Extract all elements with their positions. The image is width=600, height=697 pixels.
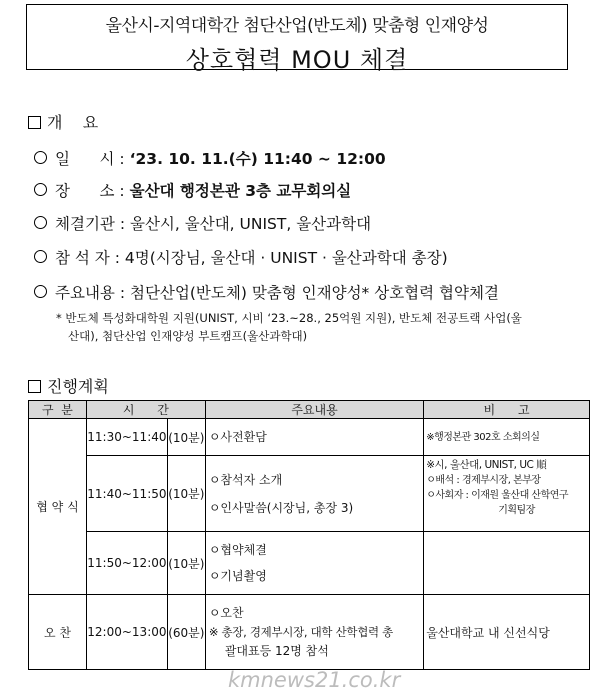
- time-cell: 11:40~11:50: [86, 456, 167, 532]
- content-line: ㅇ참석자 소개: [208, 472, 283, 487]
- overview-heading: [28, 110, 98, 133]
- title-box: [26, 4, 568, 74]
- schedule-table: [28, 400, 590, 670]
- note-cell: [424, 456, 590, 532]
- header-time: 시 간: [86, 401, 205, 419]
- footnote-line2: 산대), 첨단산업 인재양성 부트캠프(울산과학대): [68, 329, 308, 343]
- duration-cell: (10분): [167, 532, 205, 595]
- circle-bullet-icon: [34, 183, 47, 196]
- content-line: ㅇ인사말씀(시장님, 총장 3): [208, 500, 354, 515]
- header-category: 구 분: [29, 401, 87, 419]
- content-line: 괄대표등 12명 참석: [224, 643, 329, 658]
- duration-cell: (10분): [167, 419, 205, 456]
- group-lunch: 오 찬: [29, 595, 87, 670]
- checkbox-square-icon: [28, 380, 41, 393]
- content-cell: [205, 532, 423, 595]
- overview-item-attendees: [34, 246, 448, 268]
- note-line: ※행정본관 302호 소회의실: [426, 431, 540, 443]
- time-cell: 11:50~12:00: [86, 532, 167, 595]
- item-label: 체결기관 :: [55, 215, 126, 233]
- note-cell: [424, 532, 590, 595]
- item-value: 울산대 행정본관 3층 교무회의실: [129, 182, 352, 200]
- table-header-row: [29, 401, 590, 419]
- header-content: 주요내용: [205, 401, 423, 419]
- circle-bullet-icon: [34, 250, 47, 263]
- title-line1: 울산시-지역대학간 첨단산업(반도체) 맞춤형 인재양성: [105, 16, 489, 36]
- overview-item-date: [34, 147, 386, 169]
- circle-bullet-icon: [34, 151, 47, 164]
- item-label: 장 소 :: [55, 182, 125, 200]
- overview-item-place: [34, 179, 351, 201]
- footnote-line1: * 반도체 특성화대학원 지원(UNIST, 시비 ‘23.~28., 25억원 지원), 반도체 전공트랙 사업(울: [56, 311, 522, 325]
- time-cell: 11:30~11:40: [86, 419, 167, 456]
- note-line: 기획팀장: [498, 505, 535, 516]
- footnote: [56, 309, 588, 345]
- item-value: 첨단산업(반도체) 맞춤형 인재양성* 상호협력 협약체결: [129, 284, 499, 302]
- group-ceremony: 협 약 식: [29, 419, 87, 595]
- table-row: [29, 456, 590, 532]
- overview-heading-text: 개 요: [47, 113, 99, 132]
- content-line: ㅇ협약체결: [208, 543, 267, 557]
- plan-heading: [28, 374, 109, 397]
- item-value: ‘23. 10. 11.(수) 11:40 ~ 12:00: [129, 150, 386, 168]
- time-cell: 12:00~13:00: [86, 595, 167, 670]
- content-line: ㅇ사전환담: [208, 430, 267, 444]
- circle-bullet-icon: [34, 216, 47, 229]
- duration-cell: (60분): [167, 595, 205, 670]
- item-value: 울산시, 울산대, UNIST, 울산과학대: [129, 215, 372, 233]
- overview-item-org: [34, 212, 371, 234]
- item-label: 주요내용 :: [55, 284, 126, 302]
- item-label: 일 시 :: [55, 150, 125, 168]
- checkbox-square-icon: [28, 116, 41, 129]
- note-line: 울산대학교 내 신선식당: [426, 625, 550, 640]
- content-line: ㅇ기념촬영: [208, 569, 267, 583]
- overview-item-content: [34, 281, 499, 303]
- table-row: [29, 595, 590, 670]
- content-cell: [205, 456, 423, 532]
- content-cell: [205, 595, 423, 670]
- table-row: [29, 419, 590, 456]
- item-label: 참 석 자 :: [55, 249, 120, 267]
- circle-bullet-icon: [34, 285, 47, 298]
- table-row: [29, 532, 590, 595]
- note-cell: [424, 419, 590, 456]
- content-line: ※ 총장, 경제부시장, 대학 산학협력 총: [208, 624, 393, 639]
- title-line2: 상호협력 MOU 체결: [185, 46, 409, 74]
- item-value: 4명(시장님, 울산대 · UNIST · 울산과학대 총장): [124, 249, 448, 267]
- content-line: ㅇ오찬: [208, 605, 244, 620]
- plan-heading-text: 진행계획: [47, 377, 109, 396]
- content-cell: [205, 419, 423, 456]
- watermark: kmnews21.co.kr: [228, 668, 401, 692]
- note-line: ㅇ배석 : 경제부시장, 본부장: [426, 475, 541, 486]
- note-line: ㅇ사회자 : 이재원 울산대 산학연구: [426, 490, 569, 501]
- header-note: 비 고: [424, 401, 590, 419]
- duration-cell: (10분): [167, 456, 205, 532]
- note-cell: [424, 595, 590, 670]
- note-line: ※시, 울산대, UNIST, UC 順: [426, 459, 547, 471]
